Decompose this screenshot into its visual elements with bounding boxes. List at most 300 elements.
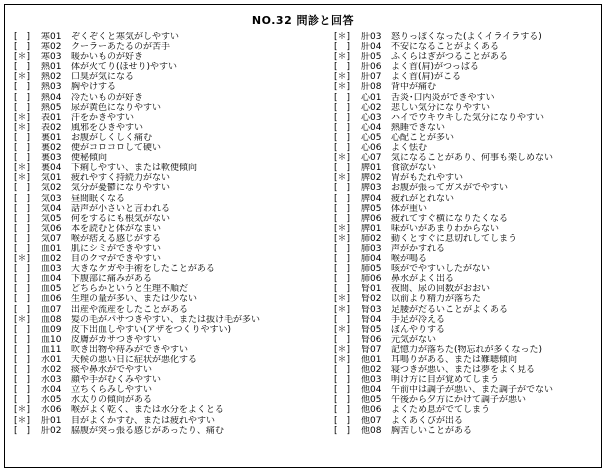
answer-mark[interactable]: [ ]: [334, 284, 351, 295]
answer-mark[interactable]: [ ]: [334, 385, 351, 396]
answer-mark[interactable]: [ ]: [334, 405, 351, 416]
answer-mark[interactable]: [ ]: [334, 163, 351, 174]
question-row: [334, 274, 599, 284]
question-row: [334, 345, 599, 355]
question-row: [14, 416, 319, 426]
question-row: [14, 254, 319, 264]
question-text: 怒りっぽくなった(よくイライラする): [391, 32, 542, 42]
question-text: ふくらはぎがつることがある: [391, 52, 509, 63]
question-row: [14, 365, 319, 375]
question-code: 血08: [41, 314, 62, 325]
question-text: 記憶力が落ちた(物忘れが多くなった): [391, 344, 543, 355]
answer-mark[interactable]: [ ]: [334, 112, 351, 123]
questionnaire-sheet: [4, 4, 602, 468]
answer-mark[interactable]: [ ]: [14, 82, 31, 93]
question-text: 痰や鼻水がでやすい: [71, 365, 153, 376]
answer-mark[interactable]: [＊]: [14, 163, 31, 174]
question-row: [14, 62, 319, 72]
question-code: 裏04: [41, 163, 62, 174]
question-text: 熱睡できない: [391, 122, 446, 133]
answer-mark[interactable]: [ ]: [14, 243, 31, 254]
answer-mark[interactable]: [ ]: [14, 62, 31, 73]
page-title: NO.32 問診と回答: [251, 14, 355, 27]
question-code: 表01: [41, 112, 62, 123]
answer-mark[interactable]: [ ]: [14, 355, 31, 365]
question-text: 胃がもたれやすい: [391, 173, 464, 184]
question-row: [14, 375, 319, 385]
question-text: 背中が痛む: [391, 82, 437, 93]
question-row: [14, 204, 319, 214]
question-row: [334, 355, 599, 365]
question-row: [334, 294, 599, 304]
question-row: [334, 405, 599, 415]
question-text: 髪の毛がパサつきやすい、または抜け毛が多い: [71, 314, 261, 325]
question-row: [334, 385, 599, 395]
question-text: 皮膚がカサつきやすい: [71, 334, 162, 345]
question-text: 出産や流産をしたことがある: [71, 304, 189, 315]
question-text: ハイでウキウキした気分になりやすい: [391, 112, 545, 123]
question-row: [14, 183, 319, 193]
question-code: 肺05: [361, 264, 382, 275]
question-code: 血06: [41, 294, 62, 305]
question-text: 体が火てり(ほせり)やすい: [71, 62, 178, 73]
answer-mark[interactable]: [＊]: [14, 415, 31, 426]
question-code: 血09: [41, 324, 62, 335]
question-text: 汗をかきやすい: [71, 112, 135, 123]
question-text: 疲れがとれない: [391, 193, 455, 204]
question-row: [334, 365, 599, 375]
question-text: 咳がでやすいしたがない: [391, 264, 491, 275]
question-code: 血07: [41, 304, 62, 315]
question-code: 水03: [41, 375, 62, 386]
question-text: お腹がしくしく痛む: [71, 132, 153, 143]
question-code: 腎06: [361, 334, 382, 345]
answer-mark[interactable]: [ ]: [334, 193, 351, 204]
question-row: [14, 113, 319, 123]
question-code: 心06: [361, 143, 382, 154]
question-text: よく首(肩)がつっぱる: [391, 62, 479, 73]
question-row: [334, 375, 599, 385]
question-text: 肌にシミができやすい: [71, 243, 162, 254]
question-text: 皮下出血しやすい(アザをつくりやすい): [71, 324, 232, 335]
question-code: 腎04: [361, 314, 382, 325]
question-text: ぼんやりする: [391, 324, 446, 335]
answer-mark[interactable]: [ ]: [334, 254, 351, 265]
answer-mark[interactable]: [＊]: [334, 304, 351, 315]
answer-mark[interactable]: [ ]: [14, 213, 31, 224]
question-code: 血01: [41, 243, 62, 254]
question-code: 血03: [41, 264, 62, 275]
question-code: 気05: [41, 213, 62, 224]
question-code: 他07: [361, 415, 382, 426]
question-text: 吹き出物や痔みができやすい: [71, 344, 189, 355]
answer-mark[interactable]: [ ]: [14, 42, 31, 53]
answer-mark[interactable]: [＊]: [334, 294, 351, 305]
question-text: 舌炎･口内炎ができやすい: [391, 92, 495, 103]
question-row: [334, 183, 599, 193]
answer-mark[interactable]: [＊]: [14, 72, 31, 83]
question-text: 疲れやすく持続力がない: [71, 173, 171, 184]
question-code: 心04: [361, 122, 382, 133]
question-code: 他02: [361, 365, 382, 376]
question-row: [14, 294, 319, 304]
question-text: よく首(肩)がこる: [391, 72, 462, 83]
answer-mark[interactable]: [ ]: [14, 203, 31, 214]
question-text: 生理の量が多い、または少ない: [71, 294, 198, 305]
answer-mark[interactable]: [ ]: [334, 213, 351, 224]
question-code: 肝05: [361, 52, 382, 63]
question-code: 他04: [361, 385, 382, 396]
question-text: 本を読むと体がなまい: [71, 223, 162, 234]
question-text: 顔や手がむくみやすい: [71, 375, 162, 386]
answer-mark[interactable]: [ ]: [334, 122, 351, 133]
answer-mark[interactable]: [ ]: [334, 274, 351, 285]
question-row: [334, 163, 599, 173]
question-code: 心03: [361, 112, 382, 123]
answer-mark[interactable]: [ ]: [14, 334, 31, 345]
answer-mark[interactable]: [ ]: [334, 314, 351, 325]
question-code: 他05: [361, 395, 382, 406]
answer-mark[interactable]: [ ]: [14, 153, 31, 164]
answer-mark[interactable]: [ ]: [14, 223, 31, 234]
question-row: [14, 395, 319, 405]
answer-mark[interactable]: [ ]: [14, 143, 31, 154]
question-code: 肝06: [361, 62, 382, 73]
answer-mark[interactable]: [＊]: [334, 173, 351, 184]
question-column-right: [334, 32, 599, 436]
question-row: [334, 264, 599, 274]
answer-mark[interactable]: [ ]: [334, 243, 351, 254]
question-row: [334, 395, 599, 405]
question-text: 喉が痞える感じがする: [71, 233, 162, 244]
question-text: 風邪をひきやすい: [71, 122, 144, 133]
question-code: 肺02: [361, 233, 382, 244]
question-text: 昼間眠くなる: [71, 193, 126, 204]
question-text: 便がコロコロして硬い: [71, 143, 162, 154]
question-text: 暖かいものが好き: [71, 52, 144, 63]
question-text: 味がいがあまりわからない: [391, 223, 500, 234]
question-code: 表02: [41, 122, 62, 133]
answer-mark[interactable]: [ ]: [334, 365, 351, 376]
question-row: [14, 163, 319, 173]
question-row: [14, 345, 319, 355]
answer-mark[interactable]: [＊]: [14, 314, 31, 325]
question-row: [14, 325, 319, 335]
answer-mark[interactable]: [＊]: [334, 153, 351, 164]
answer-mark[interactable]: [ ]: [14, 385, 31, 396]
question-row: [334, 143, 599, 153]
question-code: 他06: [361, 405, 382, 416]
question-code: 心05: [361, 132, 382, 143]
answer-mark[interactable]: [ ]: [14, 183, 31, 194]
question-code: 脾06: [361, 213, 382, 224]
answer-mark[interactable]: [ ]: [14, 193, 31, 204]
question-code: 寒01: [41, 32, 62, 42]
question-row: [14, 244, 319, 254]
question-text: 心配ことが多い: [391, 132, 455, 143]
question-code: 血04: [41, 274, 62, 285]
question-row: [14, 133, 319, 143]
question-code: 腎07: [361, 344, 382, 355]
question-text: クーラーあたるのが苦手: [71, 42, 171, 53]
question-row: [334, 214, 599, 224]
question-row: [14, 224, 319, 234]
answer-mark[interactable]: [＊]: [334, 344, 351, 355]
answer-mark[interactable]: [ ]: [14, 395, 31, 406]
answer-mark[interactable]: [ ]: [334, 415, 351, 426]
question-text: 天候の悪い日に症状が悪化する: [71, 355, 198, 365]
question-code: 気03: [41, 193, 62, 204]
answer-mark[interactable]: [＊]: [14, 405, 31, 416]
question-text: 午後から夕方にかけて調子が悪い: [391, 395, 527, 406]
question-text: 喉がよく乾く、または水分をよくとる: [71, 405, 224, 416]
question-code: 気06: [41, 223, 62, 234]
question-code: 血02: [41, 254, 62, 265]
question-text: 不安になることがよくある: [391, 42, 500, 53]
question-row: [334, 123, 599, 133]
answer-mark[interactable]: [ ]: [14, 274, 31, 285]
question-text: 元気がない: [391, 334, 437, 345]
question-row: [334, 194, 599, 204]
question-row: [334, 93, 599, 103]
question-code: 裏01: [41, 132, 62, 143]
question-code: 肝07: [361, 72, 382, 83]
answer-mark[interactable]: [＊]: [14, 112, 31, 123]
question-code: 心07: [361, 153, 382, 164]
question-code: 血10: [41, 334, 62, 345]
answer-mark[interactable]: [ ]: [14, 132, 31, 143]
question-row: [14, 264, 319, 274]
question-text: 立ちくらみしやすい: [71, 385, 153, 396]
answer-mark[interactable]: [ ]: [14, 304, 31, 315]
answer-mark[interactable]: [＊]: [334, 82, 351, 93]
answer-mark[interactable]: [ ]: [14, 344, 31, 355]
question-code: 脾01: [361, 163, 382, 174]
answer-mark[interactable]: [ ]: [14, 324, 31, 335]
question-code: 血11: [41, 344, 62, 355]
answer-mark[interactable]: [ ]: [14, 264, 31, 275]
question-code: 腎03: [361, 304, 382, 315]
answer-mark[interactable]: [＊]: [334, 355, 351, 365]
question-text: 下腹部に痛みがある: [71, 274, 153, 285]
question-text: 下痢しやすい、または軟便傾向: [71, 163, 198, 174]
question-row: [334, 113, 599, 123]
question-row: [14, 103, 319, 113]
question-row: [334, 325, 599, 335]
answer-mark[interactable]: [ ]: [14, 233, 31, 244]
question-row: [334, 244, 599, 254]
question-code: 熱03: [41, 82, 62, 93]
question-text: 手足が冷える: [391, 314, 446, 325]
question-text: 脇腹が突っ張る感じがあったり、痛む: [71, 425, 224, 436]
question-code: 他01: [361, 355, 382, 365]
question-row: [14, 52, 319, 62]
question-row: [334, 32, 599, 42]
question-code: 脾04: [361, 193, 382, 204]
question-code: 心02: [361, 102, 382, 113]
question-code: 肝04: [361, 42, 382, 53]
question-row: [14, 194, 319, 204]
question-text: 夜間、尿の回数がおおい: [391, 284, 491, 295]
question-text: 口臭が気になる: [71, 72, 135, 83]
answer-mark[interactable]: [ ]: [14, 284, 31, 295]
question-code: 脾03: [361, 183, 382, 194]
answer-mark[interactable]: [ ]: [334, 334, 351, 345]
question-code: 気04: [41, 203, 62, 214]
question-row: [334, 62, 599, 72]
question-text: 鼻水がよく出る: [391, 274, 455, 285]
answer-mark[interactable]: [ ]: [334, 264, 351, 275]
question-code: 水01: [41, 355, 62, 365]
question-row: [14, 32, 319, 42]
question-row: [334, 52, 599, 62]
question-code: 脾02: [361, 173, 382, 184]
question-row: [14, 335, 319, 345]
question-text: 寝つきが悪い、または夢をよく見る: [391, 365, 536, 376]
question-row: [14, 234, 319, 244]
answer-mark[interactable]: [ ]: [334, 92, 351, 103]
answer-mark[interactable]: [ ]: [14, 425, 31, 436]
answer-mark[interactable]: [ ]: [334, 62, 351, 73]
question-row: [334, 133, 599, 143]
question-text: どちらかというと生理不順だ: [71, 284, 189, 295]
question-code: 気01: [41, 173, 62, 184]
answer-mark[interactable]: [＊]: [14, 173, 31, 184]
answer-mark[interactable]: [ ]: [334, 375, 351, 386]
question-row: [334, 72, 599, 82]
answer-mark[interactable]: [ ]: [334, 132, 351, 143]
question-row: [334, 315, 599, 325]
question-row: [14, 355, 319, 365]
answer-mark[interactable]: [＊]: [14, 254, 31, 265]
question-text: 以前より精力が落ちた: [391, 294, 482, 305]
question-row: [334, 224, 599, 234]
question-text: 大きなケガや手術をしたことがある: [71, 264, 215, 275]
question-text: 声がかすれる: [391, 243, 446, 254]
question-row: [14, 405, 319, 415]
question-row: [14, 42, 319, 52]
question-text: 気分が憂鬱になりやすい: [71, 183, 171, 194]
question-row: [334, 335, 599, 345]
answer-mark[interactable]: [ ]: [14, 365, 31, 376]
question-row: [334, 254, 599, 264]
answer-mark[interactable]: [＊]: [334, 223, 351, 234]
answer-mark[interactable]: [ ]: [14, 32, 31, 42]
answer-mark[interactable]: [ ]: [334, 203, 351, 214]
question-row: [14, 93, 319, 103]
question-text: 冷たいものが好き: [71, 92, 144, 103]
question-code: 水06: [41, 405, 62, 416]
question-row: [334, 234, 599, 244]
answer-mark[interactable]: [ ]: [334, 183, 351, 194]
question-code: 水05: [41, 395, 62, 406]
question-column-left: [14, 32, 319, 436]
question-text: お腹が張ってガスがでやすい: [391, 183, 509, 194]
question-code: 寒03: [41, 52, 62, 63]
question-row: [14, 123, 319, 133]
answer-mark[interactable]: [ ]: [14, 102, 31, 113]
answer-mark[interactable]: [ ]: [334, 42, 351, 53]
question-row: [14, 315, 319, 325]
question-row: [334, 426, 599, 436]
question-code: 気07: [41, 233, 62, 244]
question-code: 血05: [41, 284, 62, 295]
question-row: [14, 72, 319, 82]
question-code: 気02: [41, 183, 62, 194]
question-row: [14, 426, 319, 436]
answer-mark[interactable]: [＊]: [334, 52, 351, 63]
answer-mark[interactable]: [＊]: [14, 52, 31, 63]
question-row: [14, 385, 319, 395]
question-row: [14, 284, 319, 294]
question-text: ぞくぞくと寒気がしやすい: [71, 32, 180, 42]
answer-mark[interactable]: [＊]: [14, 122, 31, 133]
question-text: 体が重い: [391, 203, 428, 214]
question-code: 腎05: [361, 324, 382, 335]
question-code: 肝01: [41, 415, 62, 426]
question-text: よくため息がでてしまう: [391, 405, 491, 416]
question-code: 肺04: [361, 254, 382, 265]
question-text: 明け方に目が覚めてしまう: [391, 375, 500, 386]
question-text: 動くとすぐに息切れしてしまう: [391, 233, 518, 244]
question-text: 食欲がない: [391, 163, 437, 174]
question-code: 肝02: [41, 425, 62, 436]
question-code: 他08: [361, 425, 382, 436]
question-text: 目のクマができやすい: [71, 254, 162, 265]
question-text: 喉が鳴る: [391, 254, 428, 265]
answer-mark[interactable]: [ ]: [14, 294, 31, 305]
question-row: [334, 416, 599, 426]
answer-mark[interactable]: [＊]: [334, 72, 351, 83]
question-code: 熱01: [41, 62, 62, 73]
question-row: [14, 173, 319, 183]
answer-mark[interactable]: [ ]: [334, 143, 351, 154]
question-row: [334, 82, 599, 92]
question-code: 寒02: [41, 42, 62, 53]
answer-mark[interactable]: [ ]: [14, 375, 31, 386]
question-text: 疲れてすぐ横になりたくなる: [391, 213, 509, 224]
question-row: [334, 204, 599, 214]
question-row: [14, 214, 319, 224]
question-code: 熱05: [41, 102, 62, 113]
question-row: [334, 305, 599, 315]
question-text: 悲しい気分になりやすい: [391, 102, 491, 113]
answer-mark[interactable]: [ ]: [334, 102, 351, 113]
question-row: [14, 153, 319, 163]
question-text: よくあくびが出る: [391, 415, 464, 426]
question-code: 心01: [361, 92, 382, 103]
question-code: 熱02: [41, 72, 62, 83]
question-text: 何をするにも根気がない: [71, 213, 171, 224]
question-code: 脾01: [361, 223, 382, 234]
question-text: 胸苦しいことがある: [391, 425, 473, 436]
question-code: 他03: [361, 375, 382, 386]
answer-mark[interactable]: [ ]: [334, 425, 351, 436]
question-row: [14, 82, 319, 92]
question-code: 肝03: [361, 32, 382, 42]
answer-mark[interactable]: [＊]: [334, 233, 351, 244]
question-text: 耳鳴りがある、または難聴傾向: [391, 355, 518, 365]
answer-mark[interactable]: [ ]: [334, 395, 351, 406]
answer-mark[interactable]: [ ]: [14, 92, 31, 103]
question-code: 肝08: [361, 82, 382, 93]
question-row: [334, 103, 599, 113]
question-text: 胸やけする: [71, 82, 117, 93]
answer-mark[interactable]: [＊]: [334, 32, 351, 42]
question-row: [334, 284, 599, 294]
answer-mark[interactable]: [＊]: [334, 324, 351, 335]
question-text: 話声が小さいと言われる: [71, 203, 171, 214]
